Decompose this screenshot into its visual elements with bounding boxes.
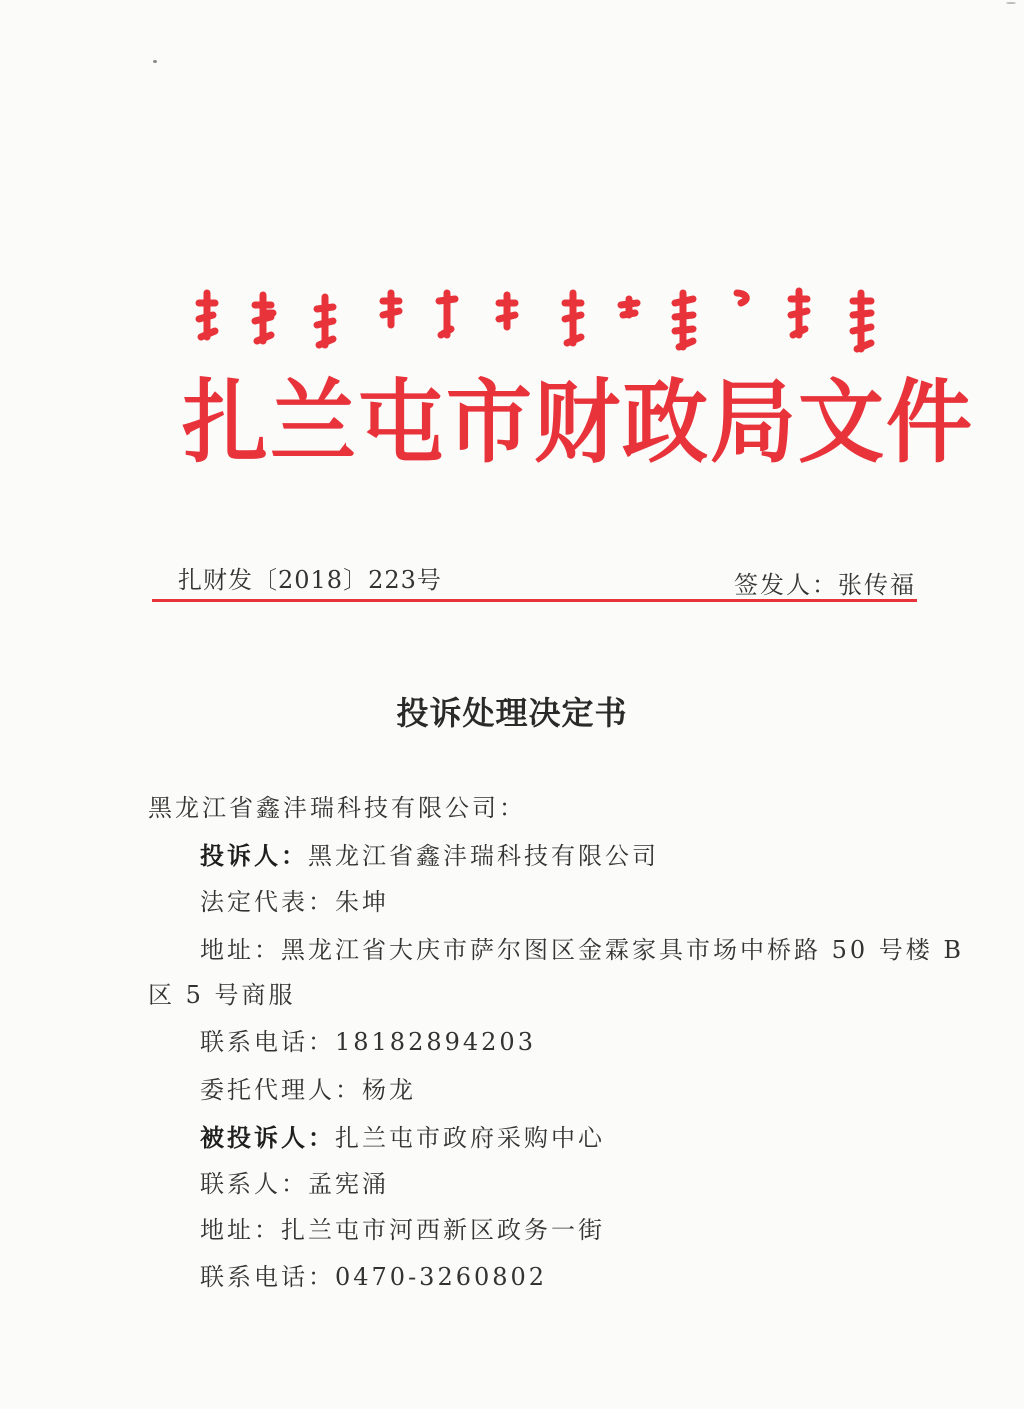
scan-speck: [153, 60, 157, 63]
respondent-contact: 联系人：孟宪涌: [200, 1170, 389, 1198]
document-number: 扎财发〔2018〕223号: [178, 566, 442, 594]
respondent-phone: 联系电话：0470-3260802: [200, 1263, 548, 1291]
respondent-address: 地址：扎兰屯市河西新区政务一街: [200, 1216, 605, 1244]
legal-representative: 法定代表：朱坤: [200, 888, 389, 916]
mongolian-title-script: [185, 285, 885, 355]
complainant-phone: 联系电话：18182894203: [200, 1028, 536, 1056]
complainant-line: [200, 836, 659, 871]
respondent-label: 被投诉人：: [200, 1123, 335, 1152]
red-divider-line: [152, 599, 917, 602]
complainant-value: 黑龙江省鑫沣瑞科技有限公司: [308, 842, 659, 870]
authorized-agent: 委托代理人：杨龙: [200, 1076, 416, 1104]
respondent-line: [200, 1118, 605, 1153]
addressee: 黑龙江省鑫沣瑞科技有限公司：: [148, 794, 526, 822]
scan-speck: [1006, 2, 1016, 4]
masthead-title: 扎兰屯市财政局文件: [182, 370, 974, 476]
complainant-address-cont: 区 5 号商服: [148, 981, 296, 1009]
complainant-address: 地址：黑龙江省大庆市萨尔图区金霖家具市场中桥路 50 号楼 B: [200, 936, 965, 964]
respondent-value: 扎兰屯市政府采购中心: [335, 1124, 605, 1152]
document-title: 投诉处理决定书: [396, 694, 628, 732]
issuer-signature: 签发人：张传福: [734, 571, 916, 599]
complainant-label: 投诉人：: [200, 841, 308, 870]
